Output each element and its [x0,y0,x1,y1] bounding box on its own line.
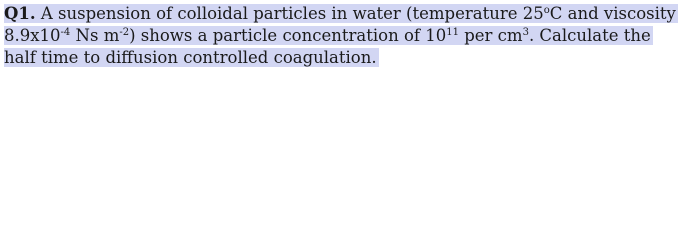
question-number: Q1. [4,4,36,23]
exponent: -4 [60,27,71,38]
exponent: 3 [522,27,529,38]
highlight [4,26,653,45]
highlight [4,4,678,23]
highlight [4,48,379,67]
question-text-part: Ns m [70,26,120,45]
question-text-part: C and viscosity [549,4,676,23]
question-text-part: per cm [458,26,523,45]
question-line-3 [4,47,692,69]
question-text-part: A suspension of colloidal particles in water (temperature 25 [35,4,544,23]
question-text-part: ) shows a particle concentration of 10 [129,26,447,45]
exponent: -2 [119,27,130,38]
question-line-1 [4,3,692,25]
question-line-2 [4,25,692,47]
question-text-part: half time to diffusion controlled coagulation. [4,48,377,67]
degree-superscript: o [543,5,550,16]
question-text [4,3,692,69]
exponent: 11 [446,27,459,38]
question-text-part: . Calculate the [528,26,651,45]
question-text-part: 8.9x10 [4,26,61,45]
